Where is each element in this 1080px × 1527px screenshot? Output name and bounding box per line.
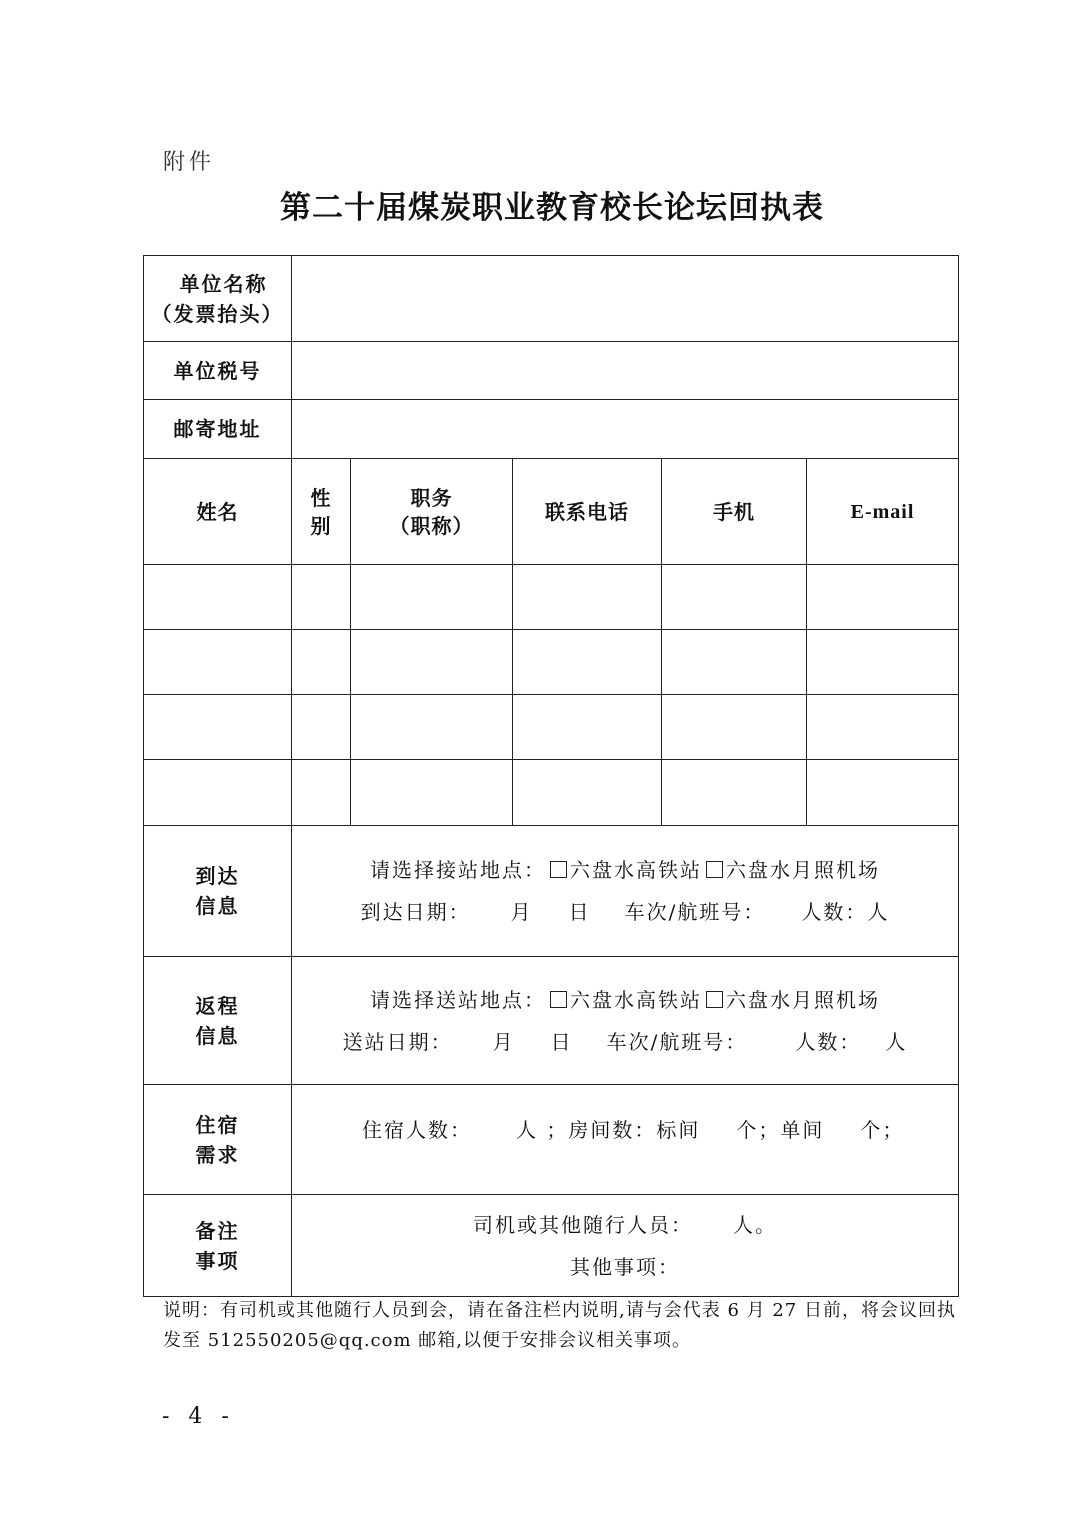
attendee-name-cell[interactable] <box>144 760 292 826</box>
attendee-header-row <box>144 459 959 565</box>
header-phone: 联系电话 <box>513 459 662 565</box>
row-arrival <box>144 826 959 957</box>
attendee-gender-cell[interactable] <box>292 630 351 695</box>
departure-option2-checkbox[interactable] <box>706 991 723 1008</box>
attendee-email-cell[interactable] <box>807 695 959 760</box>
departure-choose-text: 请选择送站地点： <box>370 987 547 1012</box>
unit-name-label-line2: （发票抬头） <box>151 301 284 326</box>
remarks-other-line: 其他事项： <box>570 1254 681 1279</box>
departure-dropoff-line <box>292 979 958 1021</box>
arrival-label-line2: 信息 <box>195 894 240 918</box>
arrival-option1-checkbox[interactable] <box>550 861 567 878</box>
tax-number-field[interactable] <box>292 342 959 400</box>
remarks-label-line2: 事项 <box>195 1248 240 1273</box>
lodging-end-text: 个； <box>860 1118 905 1142</box>
departure-option1-checkbox[interactable] <box>550 991 567 1008</box>
attendee-row <box>144 565 959 630</box>
attachment-label: 附件 <box>163 150 216 175</box>
instructions-note-line2: 发至 512550205@qq.com 邮箱,以便于安排会议相关事项。 <box>163 1330 691 1351</box>
attendee-gender-cell[interactable] <box>292 565 351 630</box>
arrival-info <box>292 826 959 957</box>
departure-date-line <box>292 1021 958 1063</box>
lodging-label-line1: 住宿 <box>195 1112 240 1137</box>
unit-name-label <box>144 256 292 342</box>
attendee-email-cell[interactable] <box>807 565 959 630</box>
lodging-label-line2: 需求 <box>195 1142 240 1167</box>
header-mobile: 手机 <box>662 459 807 565</box>
header-email: E-mail <box>807 459 959 565</box>
departure-option2-label: 六盘水月照机场 <box>726 987 881 1012</box>
arrival-option2-label: 六盘水月照机场 <box>726 858 881 882</box>
header-position-line2: （职称） <box>389 513 474 538</box>
mailing-address-field[interactable] <box>292 400 959 459</box>
remarks-label <box>144 1195 292 1297</box>
arrival-label <box>144 826 292 957</box>
attendee-phone-cell[interactable] <box>513 695 662 760</box>
attendee-name-cell[interactable] <box>144 630 292 695</box>
remarks-label-line1: 备注 <box>195 1218 240 1243</box>
unit-name-label-line1: 单位名称 <box>179 271 268 296</box>
remarks-info <box>292 1195 959 1297</box>
arrival-label-line1: 到达 <box>195 864 240 888</box>
attendee-phone-cell[interactable] <box>513 760 662 826</box>
departure-count-text: 人数： <box>795 1029 862 1054</box>
instructions-note <box>163 1296 963 1356</box>
attendee-position-cell[interactable] <box>351 630 513 695</box>
departure-label-line2: 信息 <box>195 1023 240 1048</box>
arrival-date-text: 到达日期： <box>360 900 471 924</box>
arrival-count-text: 人数： <box>801 900 868 924</box>
row-tax-number <box>144 342 959 400</box>
attendee-phone-cell[interactable] <box>513 630 662 695</box>
arrival-choose-text: 请选择接站地点： <box>370 858 547 882</box>
header-position <box>351 459 513 565</box>
attendee-email-cell[interactable] <box>807 760 959 826</box>
page-title: 第二十届煤炭职业教育校长论坛回执表 <box>280 190 824 226</box>
departure-option1-label: 六盘水高铁站 <box>570 987 703 1012</box>
registration-form-table <box>143 255 959 1297</box>
header-gender-line2: 别 <box>310 513 332 538</box>
lodging-label <box>144 1085 292 1195</box>
arrival-train-text: 车次/航班号： <box>624 900 766 924</box>
arrival-month-text: 月 <box>510 900 533 924</box>
departure-date-text: 送站日期： <box>342 1029 453 1054</box>
mailing-address-label: 邮寄地址 <box>144 400 292 459</box>
attendee-mobile-cell[interactable] <box>662 760 807 826</box>
tax-number-label: 单位税号 <box>144 342 292 400</box>
attendee-position-cell[interactable] <box>351 695 513 760</box>
row-departure <box>144 957 959 1085</box>
arrival-pickup-line <box>292 849 958 891</box>
row-mailing-address <box>144 400 959 459</box>
departure-month-text: 月 <box>492 1029 515 1054</box>
header-gender-line1: 性 <box>310 485 332 510</box>
attendee-phone-cell[interactable] <box>513 565 662 630</box>
arrival-person-text: 人 <box>867 900 890 924</box>
attendee-position-cell[interactable] <box>351 760 513 826</box>
attendee-gender-cell[interactable] <box>292 760 351 826</box>
header-name: 姓名 <box>144 459 292 565</box>
attendee-position-cell[interactable] <box>351 565 513 630</box>
attendee-mobile-cell[interactable] <box>662 630 807 695</box>
unit-name-field[interactable] <box>292 256 959 342</box>
lodging-rooms-text: 人 ；房间数：标间 <box>516 1118 701 1142</box>
remarks-driver-text: 司机或其他随行人员： <box>473 1212 694 1237</box>
departure-info <box>292 957 959 1085</box>
attendee-row <box>144 695 959 760</box>
attendee-email-cell[interactable] <box>807 630 959 695</box>
lodging-single-text: 个；单间 <box>736 1118 825 1142</box>
attendee-name-cell[interactable] <box>144 695 292 760</box>
attendee-mobile-cell[interactable] <box>662 565 807 630</box>
remarks-driver-line <box>292 1204 958 1246</box>
departure-train-text: 车次/航班号： <box>606 1029 748 1054</box>
attendee-row <box>144 630 959 695</box>
header-gender <box>292 459 351 565</box>
departure-label <box>144 957 292 1085</box>
remarks-driver-unit: 人。 <box>733 1212 778 1237</box>
lodging-info <box>292 1085 959 1195</box>
row-remarks <box>144 1195 959 1297</box>
arrival-date-line <box>292 891 958 933</box>
instructions-note-line1: 说明：有司机或其他随行人员到会，请在备注栏内说明,请与会代表 6 月 27 日前，将会议回执 <box>163 1300 956 1321</box>
arrival-option1-label: 六盘水高铁站 <box>570 858 703 882</box>
attendee-mobile-cell[interactable] <box>662 695 807 760</box>
arrival-day-text: 日 <box>568 900 591 924</box>
attendee-name-cell[interactable] <box>144 565 292 630</box>
attendee-gender-cell[interactable] <box>292 695 351 760</box>
page-number: - 4 - <box>162 1404 235 1429</box>
lodging-count-text: 住宿人数： <box>362 1118 472 1142</box>
departure-label-line1: 返程 <box>195 993 240 1018</box>
departure-day-text: 日 <box>550 1029 573 1054</box>
row-lodging <box>144 1085 959 1195</box>
departure-person-text: 人 <box>885 1029 908 1054</box>
row-unit-name <box>144 256 959 342</box>
arrival-option2-checkbox[interactable] <box>706 861 723 878</box>
attendee-row <box>144 760 959 826</box>
header-position-line1: 职务 <box>410 485 453 510</box>
